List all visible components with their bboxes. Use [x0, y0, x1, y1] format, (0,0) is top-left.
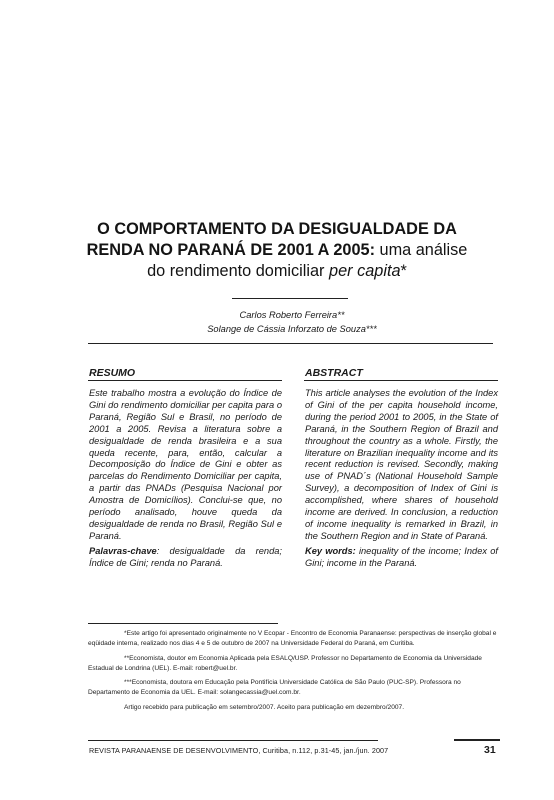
footnote-3: ***Economista, doutora em Educação pela Pontifícia Universidade Católica de São Paulo (PUC-SP). Professora no Departamento de Economia da UEL. E-mail: solangecassia@uel.com.br. [88, 679, 461, 697]
author-1: Carlos Roberto Ferreira** [239, 310, 345, 320]
abstract-keywords [305, 546, 498, 570]
journal-footer: REVISTA PARANAENSE DE DESENVOLVIMENTO, Curitiba, n.112, p.31-45, jan./jun. 2007 [89, 746, 389, 755]
title-line-2 [60, 240, 494, 261]
resumo-heading: RESUMO [89, 367, 136, 379]
abstract-body: This article analyses the evolution of the Index of Gini of the per capita household income, during the period 2001 to 2005, in the State of Paraná, in the Southern Region of Brazil and throughout the country as a whole. Firstly, the literature on Brazilian inequality income and its recent reduction is revised. Secondly, making use of PNAD´s (National Household Sample Survey), a decomposition of Index of Gini is accomplished, where shares of household income are derived. In conclusion, a reduction of income inequality is remarked in Brazil, in the Southern Region and in State of Paraná. [305, 388, 498, 541]
title-line-2-bold: RENDA NO PARANÁ DE 2001 A 2005: [86, 241, 375, 259]
abstract-section [305, 388, 498, 570]
author-list [150, 309, 434, 336]
resumo-keywords [89, 546, 282, 570]
authors-divider [88, 343, 493, 344]
abstract-underline [304, 380, 498, 381]
footnotes [88, 629, 498, 717]
title-line-2-rest: uma análise [375, 241, 468, 259]
footer-rule-right [454, 739, 500, 741]
title-line-3-italic: per capita [329, 262, 401, 280]
title-line-3 [60, 261, 494, 282]
title-line-3-plain: do rendimento domiciliar [147, 262, 330, 280]
abstract-keywords-text: inequality of the income; Index of Gini; income in the Paraná. [305, 545, 498, 568]
title-footnote-mark: * [400, 262, 407, 280]
resumo-underline [88, 380, 282, 381]
abstract-heading: ABSTRACT [305, 367, 363, 379]
footnote-divider [88, 623, 278, 624]
resumo-keywords-text: : desigualdade da renda; Índice de Gini; renda no Paraná. [89, 545, 282, 568]
title-line-1: O COMPORTAMENTO DA DESIGUALDADE DA [97, 220, 457, 238]
title-divider [232, 298, 348, 299]
page-number: 31 [484, 744, 496, 756]
footnote-4: Artigo recebido para publicação em setembro/2007. Aceito para publicação em dezembro/2007. [124, 703, 405, 711]
footer-rule-left [88, 740, 378, 741]
article-title [60, 219, 494, 282]
author-2: Solange de Cássia Inforzato de Souza*** [207, 323, 377, 334]
resumo-keywords-label: Palavras-chave [89, 545, 157, 556]
footnote-1: *Este artigo foi apresentado originalmente no V Ecopar - Encontro de Economia Paranaense: perspectivas de inserção global e eqüidade interna, realizado nos dias 4 e 5 de outubro de 2007 na Universidade Federal do Paraná, em Curitiba. [88, 630, 497, 648]
footnote-2: **Economista, doutor em Economia Aplicada pela ESALQ/USP. Professor no Departamento de Economia da Universidade Estadual de Londrina (UEL). E-mail: robert@uel.br. [88, 654, 482, 672]
resumo-body: Este trabalho mostra a evolução do Índice de Gini do rendimento domiciliar per capita para o Paraná, Região Sul e Brasil, no período de 2001 a 2005. Revisa a literatura sobre a desigualdade de renda brasileira e a sua queda recente, para, então, calcular a Decomposição do Índice de Gini e obter as parcelas do Rendimento Domiciliar per capita, a partir das PNADs (Pesquisa Nacional por Amostra de Domicílios). Conclui-se que, no período analisado, houve queda da desigualdade de renda no Brasil, Região Sul e Paraná. [89, 388, 282, 541]
abstract-keywords-label: Key words: [305, 545, 356, 556]
resumo-section [89, 388, 282, 570]
